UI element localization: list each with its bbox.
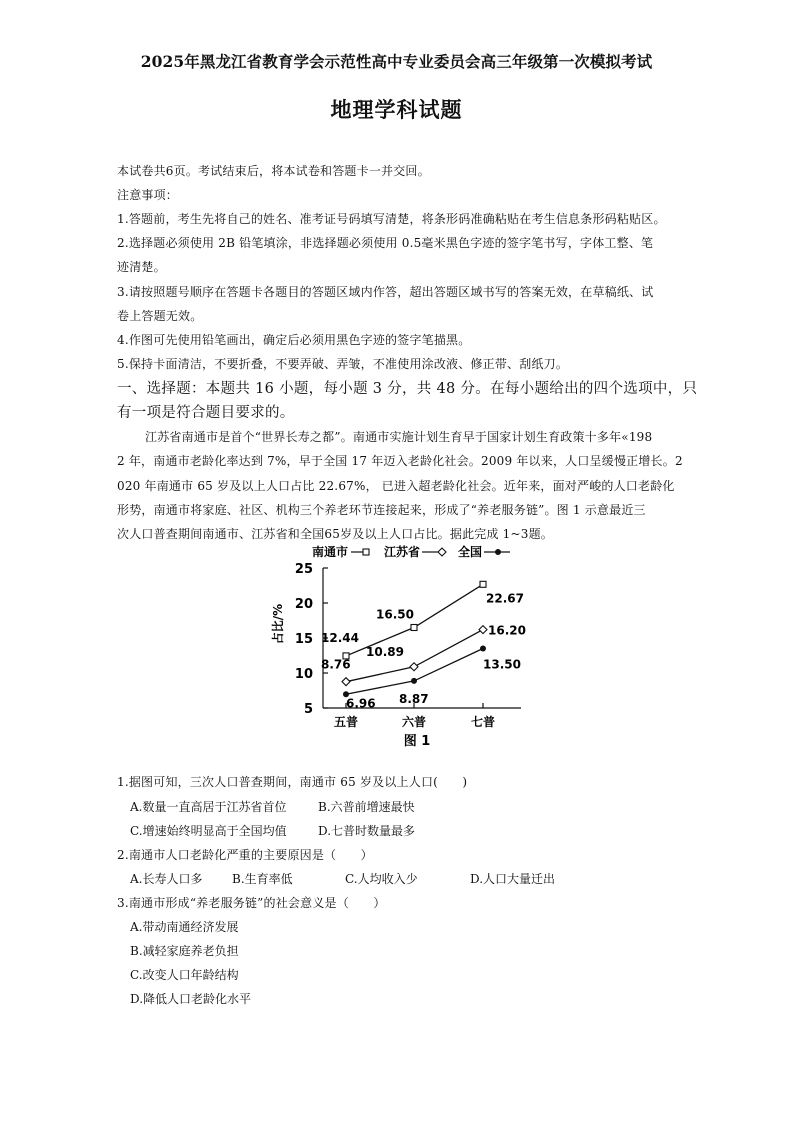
intro-line: 本试卷共6页。考试结束后，将本试卷和答题卡一并交回。 bbox=[117, 164, 430, 178]
x-tick-label: 七普 bbox=[470, 715, 496, 729]
note-5: 5.保持卡面清洁，不要折叠，不要弄破、弄皱，不准使用涂改液、修正带、刮纸刀。 bbox=[117, 357, 569, 371]
data-point-national bbox=[411, 678, 417, 684]
notes-heading: 注意事项： bbox=[117, 188, 179, 202]
passage-line-2: 2 年，南通市老龄化率达到 7%，早于全国 17 年迈入老龄化社会。2009 年以来，人口呈缓慢正增长。2 bbox=[117, 454, 683, 468]
series-layer bbox=[342, 581, 487, 697]
q3-option-a: A.带动南通经济发展 bbox=[130, 920, 239, 934]
y-axis-label: 占比/% bbox=[271, 603, 285, 645]
passage-line-1: 江苏省南通市是首个“世界长寿之都”。南通市实施计划生育早于国家计划生育政策十多年«198 bbox=[145, 430, 653, 444]
q2-option-b: B.生育率低 bbox=[232, 872, 293, 886]
note-3a: 3.请按照题号顺序在答题卡各题目的答题区域内作答，超出答题区域书写的答案无效，在草稿纸、试 bbox=[117, 285, 654, 299]
data-label-national: 6.96 bbox=[346, 696, 376, 711]
q1-option-c: C.增速始终明显高于全国均值 bbox=[130, 824, 287, 838]
data-point-jiangsu bbox=[479, 626, 487, 634]
legend-label-jiangsu: 江苏省 bbox=[384, 545, 421, 559]
legend-marker-national bbox=[495, 549, 501, 555]
x-tick-label: 六普 bbox=[401, 715, 427, 729]
q1-option-d: D.七普时数量最多 bbox=[318, 824, 416, 838]
data-label-jiangsu: 8.76 bbox=[321, 657, 351, 672]
q3-option-d: D.降低人口老龄化水平 bbox=[130, 992, 252, 1006]
x-tick-label: 五普 bbox=[333, 715, 359, 729]
passage-line-5: 次人口普查期间南通市、江苏省和全国65岁及以上人口占比。据此完成 1~3题。 bbox=[117, 527, 554, 541]
passage-line-4: 形势，南通市将家庭、社区、机构三个养老环节连接起来，形成了“养老服务链”。图 1 示意最近三 bbox=[117, 503, 646, 517]
note-2b: 迹清楚。 bbox=[117, 260, 166, 274]
data-label-nantong: 12.44 bbox=[321, 630, 359, 645]
data-point-nantong bbox=[480, 581, 486, 587]
data-point-jiangsu bbox=[410, 663, 418, 671]
q1-option-a: A.数量一直高居于江苏省首位 bbox=[130, 800, 287, 814]
note-2a: 2.选择题必须使用 2B 铅笔填涂，非选择题必须使用 0.5毫米黑色字迹的签字笔书写，字体工整、笔 bbox=[117, 236, 654, 250]
note-3b: 卷上答题无效。 bbox=[117, 309, 203, 323]
legend-marker-nantong bbox=[363, 549, 369, 555]
legend-marker-jiangsu bbox=[438, 548, 446, 556]
data-point-nantong bbox=[411, 625, 417, 631]
y-tick-label: 20 bbox=[294, 597, 313, 612]
subject-title: 地理学科试题 bbox=[330, 97, 463, 122]
q2-option-d: D.人口大量迁出 bbox=[470, 872, 556, 886]
population-aging-chart bbox=[262, 540, 552, 750]
q2-option-a: A.长寿人口多 bbox=[130, 872, 203, 886]
data-point-national bbox=[480, 646, 486, 652]
y-tick-label: 5 bbox=[303, 702, 313, 717]
q2-option-c: C.人均收入少 bbox=[345, 872, 418, 886]
passage-line-3: 020 年南通市 65 岁及以上人口占比 22.67%， 已进入超老龄化社会。近年来，面对严峻的人口老龄化 bbox=[117, 479, 675, 493]
q1-option-b: B.六普前增速最快 bbox=[318, 800, 415, 814]
chart-caption: 图 1 bbox=[403, 734, 431, 749]
q3-option-b: B.减轻家庭养老负担 bbox=[130, 944, 239, 958]
value-label-layer bbox=[321, 591, 526, 710]
legend-label-national: 全国 bbox=[458, 545, 483, 559]
q2-stem: 2.南通市人口老龄化严重的主要原因是（ ） bbox=[117, 848, 373, 862]
data-label-jiangsu: 10.89 bbox=[366, 644, 404, 659]
data-point-jiangsu bbox=[342, 678, 350, 686]
note-1: 1.答题前，考生先将自己的姓名、准考证号码填写清楚，将条形码准确粘贴在考生信息条形码粘贴区。 bbox=[117, 212, 666, 226]
q3-stem: 3.南通市形成“养老服务链”的社会意义是（ ） bbox=[117, 896, 386, 910]
q3-option-c: C.改变人口年龄结构 bbox=[130, 968, 239, 982]
y-tick-label: 25 bbox=[294, 562, 313, 577]
data-label-nantong: 16.50 bbox=[376, 607, 414, 622]
y-tick-label: 15 bbox=[294, 632, 313, 647]
legend-label-nantong: 南通市 bbox=[312, 545, 349, 559]
data-label-national: 13.50 bbox=[483, 657, 521, 672]
y-tick-label: 10 bbox=[294, 667, 313, 682]
section-heading-b: 有一项是符合题目要求的。 bbox=[117, 405, 295, 421]
note-4: 4.作图可先使用铅笔画出，确定后必须用黑色字迹的签字笔描黑。 bbox=[117, 333, 471, 347]
exam-title: 2025年黑龙江省教育学会示范性高中专业委员会高三年级第一次模拟考试 bbox=[140, 52, 653, 71]
data-label-national: 8.87 bbox=[399, 691, 429, 706]
section-heading-a: 一、选择题：本题共 16 小题，每小题 3 分，共 48 分。在每小题给出的四个选项中，只 bbox=[117, 381, 698, 397]
data-label-nantong: 22.67 bbox=[486, 591, 524, 606]
data-label-jiangsu: 16.20 bbox=[488, 623, 526, 638]
q1-stem: 1.据图可知，三次人口普查期间，南通市 65 岁及以上人口( ) bbox=[117, 775, 468, 789]
